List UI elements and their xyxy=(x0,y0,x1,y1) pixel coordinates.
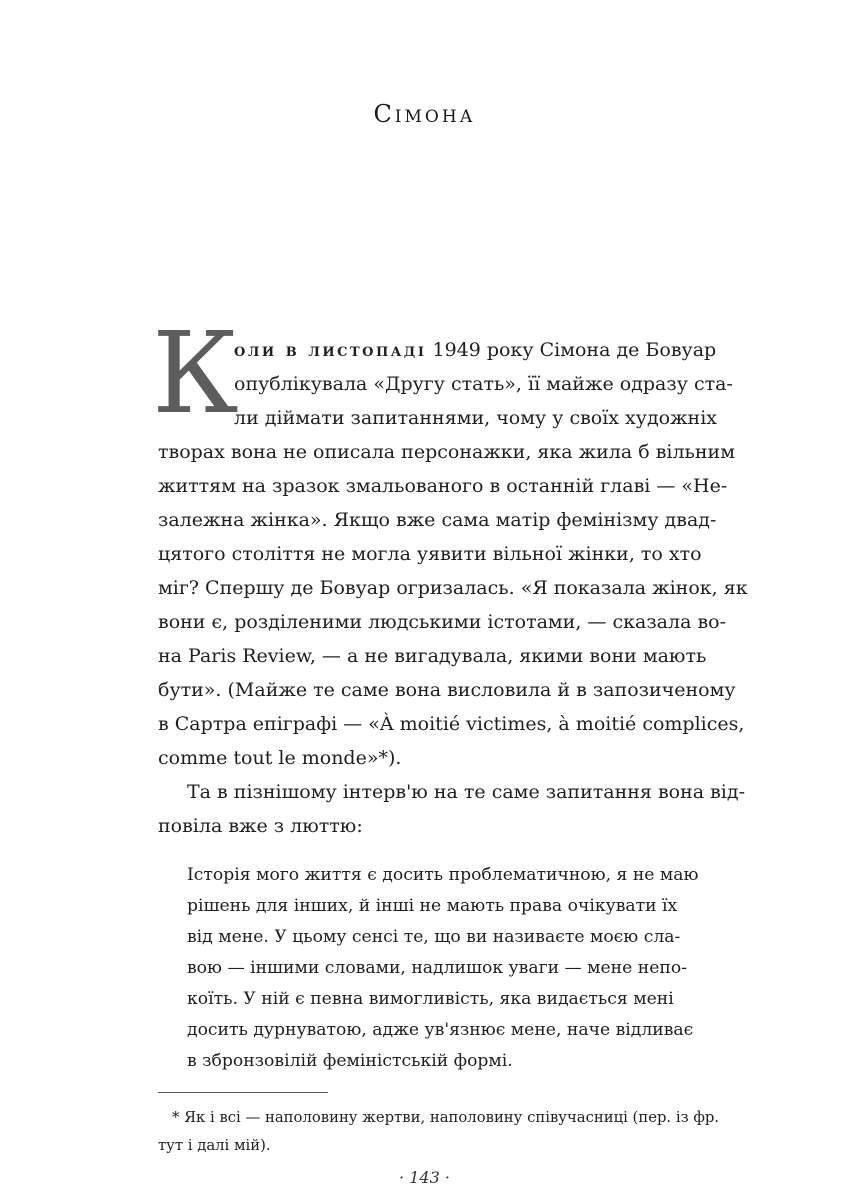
paragraph-line: залежна жінка». Якщо вже сама матір фемінізму двад- xyxy=(158,509,717,531)
paragraph-line xyxy=(234,333,717,367)
footnote-line: * Як і всі — наполовину жертви, наполовину співучасниці (пер. із фр. xyxy=(172,1109,720,1126)
paragraph-line: цятого століття не могла уявити вільної жінки, то хто xyxy=(158,543,702,565)
page-number: · 143 · xyxy=(399,1168,450,1187)
paragraph-line: comme tout le monde»*). xyxy=(158,747,402,769)
quote-line: Історія мого життя є досить проблематичною, я не маю xyxy=(187,865,699,885)
chapter-title: Сімона xyxy=(373,100,476,128)
paragraph-line: в Сартра епіграфі — «À moitié victimes, à moitié complices, xyxy=(158,713,745,735)
footnote-line: тут і далі мій). xyxy=(158,1137,271,1154)
lead-in-text: оли в листопаді xyxy=(234,339,427,361)
paragraph-line: бути». (Майже те саме вона висловила й в запозиченому xyxy=(158,679,736,701)
quote-line: вою — іншими словами, надлишок уваги — мене непо- xyxy=(187,958,688,978)
drop-cap: К xyxy=(152,309,239,439)
quote-line: рішень для інших, й інші не мають права очікувати їх xyxy=(187,896,678,916)
paragraph-line: творах вона не описала персонажки, яка жила б вільним xyxy=(158,441,735,463)
paragraph-line-rest: 1949 року Сімона де Бовуар xyxy=(426,339,717,361)
footnote-rule xyxy=(158,1092,328,1093)
paragraph-line: Та в пізнішому інтерв'ю на те саме запитання вона від- xyxy=(187,781,746,803)
paragraph-line: ли діймати запитаннями, чому у своїх художніх xyxy=(234,407,718,429)
paragraph-line: вони є, розділеними людськими істотами, — сказала во- xyxy=(158,611,726,633)
paragraph-line: повіла вже з люттю: xyxy=(158,815,363,837)
paragraph-line: міг? Спершу де Бовуар огризалась. «Я показала жінок, як xyxy=(158,577,748,599)
quote-line: в збронзовілій феміністській формі. xyxy=(187,1051,513,1071)
quote-line: коїть. У ній є певна вимогливість, яка видається мені xyxy=(187,989,674,1009)
paragraph-line: життям на зразок змальованого в останній главі — «Не- xyxy=(158,475,728,497)
quote-line: досить дурнуватою, адже ув'язнює мене, наче відливає xyxy=(187,1020,694,1040)
paragraph-line: на Paris Review, — а не вигадувала, якими вони мають xyxy=(158,645,707,667)
quote-line: від мене. У цьому сенсі те, що ви називаєте моєю сла- xyxy=(187,927,681,947)
paragraph-line: опублікувала «Другу стать», її майже одразу ста- xyxy=(234,373,733,395)
